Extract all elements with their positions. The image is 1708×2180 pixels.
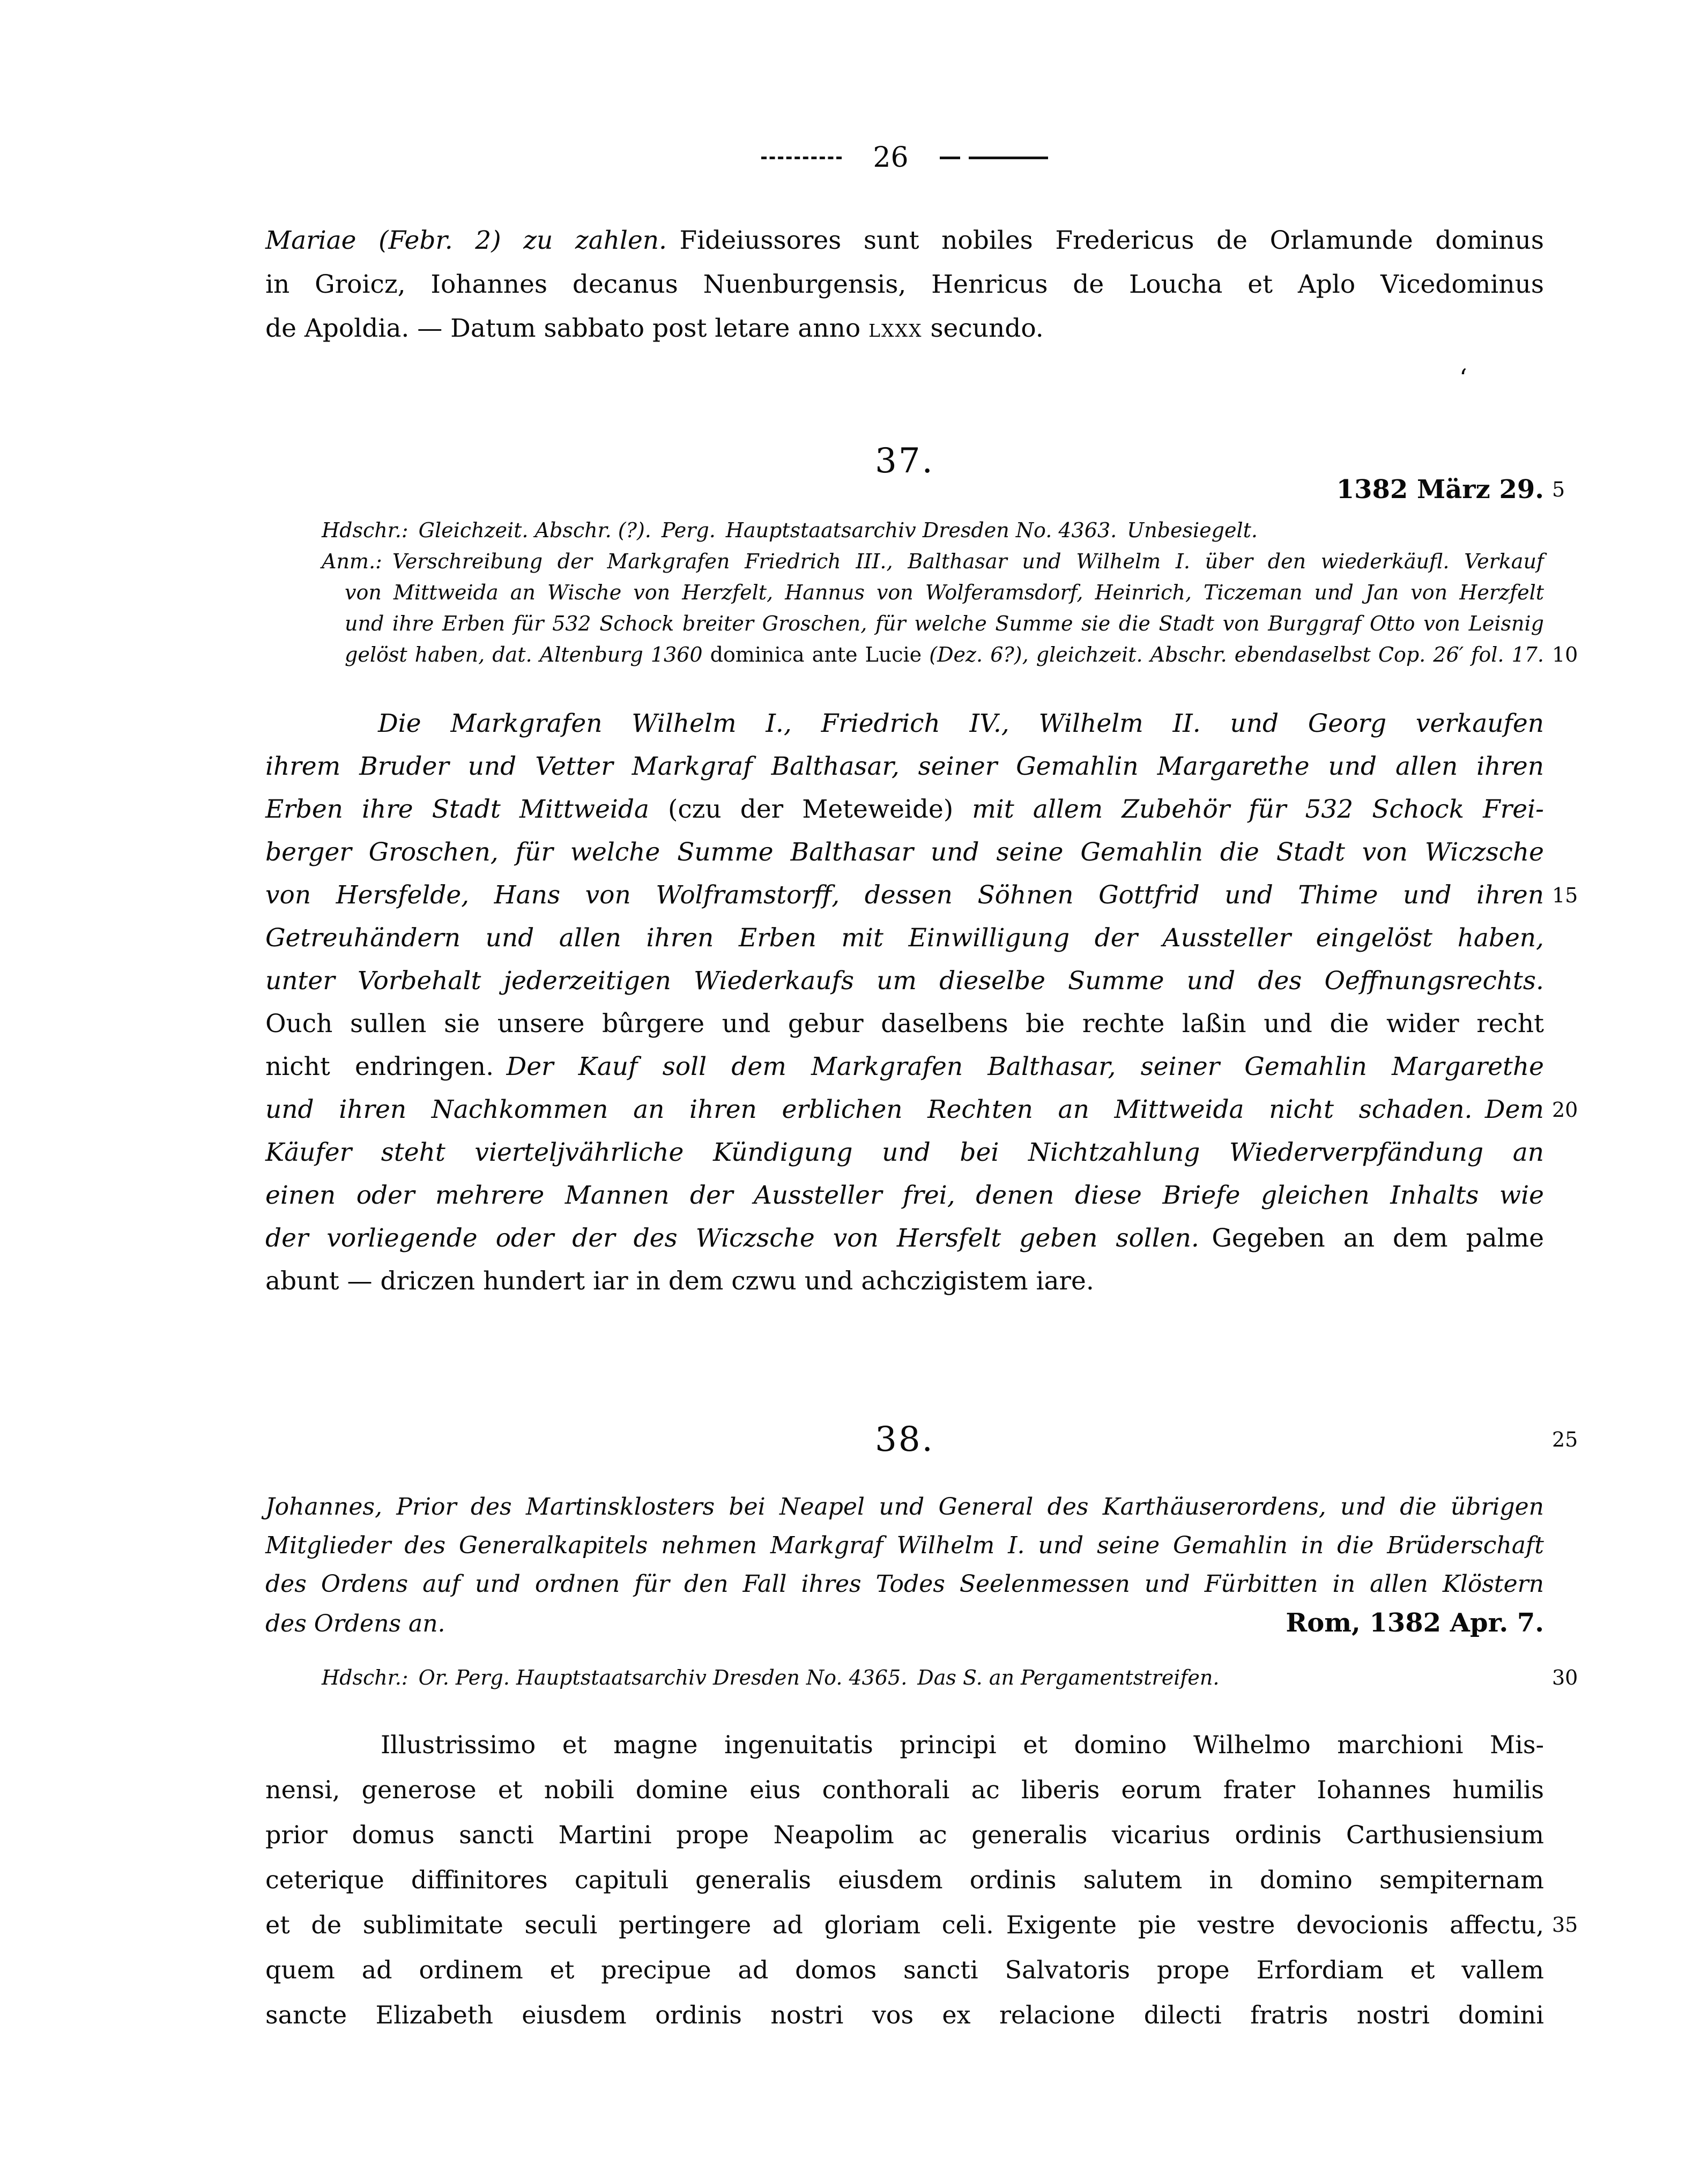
doc37-body-line-12 (265, 1174, 1544, 1217)
header-rule-left (761, 157, 842, 159)
doc38-place-date: Rom, 1382 Apr. 7. (1286, 1608, 1544, 1638)
text-run: von Mittweida an Wische von Herzfelt, Hannus von Wolferamsdorf, Heinrich, Ticzeman und Jan von Herzfelt (345, 581, 1544, 604)
text-run: Hdschr.: Gleichzeit. Abschr. (?). Perg. Hauptstaatsarchiv Dresden No. 4363. Unbesiegelt. (322, 518, 1258, 542)
doc37-anm-line-2 (265, 577, 1544, 608)
doc37-body-line-11 (265, 1131, 1544, 1174)
text-run: berger Groschen, für welche Summe Balthasar und seine Gemahlin die Stadt von Wiczsche (265, 837, 1544, 867)
doc38-apparatus (265, 1662, 1578, 1693)
doc37-hdschr-line (265, 515, 1544, 546)
text-run: Erben ihre Stadt Mittweida (265, 795, 668, 824)
page-header (265, 140, 1544, 175)
text-run: Getreuhändern und allen ihren Erben mit Einwilligung der Aussteller eingelöst haben, (265, 923, 1544, 953)
text-run: Hdschr.: Or. Perg. Hauptstaatsarchiv Dresden No. 4365. Das S. an Pergamentstreifen. (322, 1666, 1220, 1689)
roman-numeral: lxxx (868, 314, 923, 343)
doc37-body-line-4 (265, 831, 1544, 874)
text-run: Die Markgrafen Wilhelm I., Friedrich IV., Wilhelm II. und Georg verkaufen (378, 709, 1544, 738)
margin-line-number-10: 10 (1552, 643, 1578, 666)
doc38-body-line-7 (265, 1992, 1544, 2037)
text-run: des Ordens an. (265, 1610, 445, 1637)
text-run: quem ad ordinem et precipue ad domos sancti Salvatoris prope Erfordiam et vallem (265, 1955, 1544, 1984)
margin-line-number-15: 15 (1552, 884, 1578, 907)
doc37-body-line-6 (265, 917, 1544, 960)
text-run: gelöst haben, dat. Altenburg 1360 (345, 643, 710, 666)
doc37-dateline (265, 474, 1565, 505)
text-run: Mitglieder des Generalkapitels nehmen Markgraf Wilhelm I. und seine Gemahlin in die Brüderschaft (265, 1532, 1544, 1559)
doc37-anm-line-4 (265, 639, 1578, 670)
text-run: Illustrissimo et magne ingenuitatis principi et domino Wilhelmo marchioni Mis- (381, 1730, 1544, 1759)
doc38-hdschr-line (265, 1662, 1578, 1693)
margin-line-number-5: 5 (1552, 478, 1565, 501)
margin-line-number-20: 20 (1552, 1098, 1578, 1122)
doc37-body-line-13 (265, 1217, 1544, 1260)
doc38-body-line-5 (265, 1902, 1578, 1947)
text-run: (Dez. 6?), gleichzeit. Abschr. ebendaselbst Cop. 26′ fol. 17. (922, 643, 1544, 666)
header-rule (969, 157, 1048, 159)
continuation-line-1 (265, 219, 1544, 263)
doc38-number: 38. (875, 1420, 934, 1459)
text-run: einen oder mehrere Mannen der Aussteller frei, denen diese Briefe gleichen Inhalts wie (265, 1181, 1544, 1210)
text-run: in Groicz, Iohannes decanus Nuenburgensis, Henricus de Loucha et Aplo Vicedominus (265, 270, 1544, 299)
text-run: de Apoldia. — Datum sabbato post letare anno (265, 314, 869, 343)
text-run: nensi, generose et nobili domine eius conthorali ac liberis eorum frater Iohannes humilis (265, 1775, 1544, 1804)
doc38-body-line-2 (265, 1767, 1544, 1812)
doc37-number: 37. (875, 441, 934, 481)
doc37-body-line-7 (265, 960, 1544, 1003)
doc37-anm-line-3 (265, 608, 1544, 639)
page-number: 26 (873, 142, 909, 174)
text-run: ceterique diffinitores capituli generalis eiusdem ordinis salutem in domino sempiternam (265, 1865, 1544, 1894)
text-run: mit allem Zubehör für 532 Schock Frei- (953, 795, 1544, 824)
doc37-body-line-2 (265, 745, 1544, 788)
text-run: und ihre Erben für 532 Schock breiter Groschen, für welche Summe sie die Stadt von Burggraf Otto von Leisnig (345, 612, 1544, 635)
text-run: Anm.: Verschreibung der Markgrafen Friedrich III., Balthasar und Wilhelm I. über den wiederkäufl. Verkauf (322, 550, 1544, 573)
text-run: secundo. (922, 314, 1044, 343)
doc38-body-line-1 (265, 1722, 1544, 1767)
doc38-body-line-6 (265, 1947, 1544, 1992)
source-quotation: nicht endringen. (265, 1052, 507, 1081)
text-run: des Ordens auf und ordnen für den Fall ihres Todes Seelenmessen und Fürbitten in allen Klöstern (265, 1570, 1544, 1598)
doc37-body-line-8 (265, 1003, 1544, 1045)
doc38-summary (265, 1488, 1544, 1643)
doc38-summary-line-4 (265, 1604, 1544, 1643)
doc37-body-line-14 (265, 1260, 1544, 1303)
doc37-body (265, 702, 1578, 1303)
latin-phrase: dominica ante Lucie (710, 643, 922, 666)
continuation-line-3 (265, 307, 1544, 351)
text-run: sancte Elizabeth eiusdem ordinis nostri vos ex relacione dilecti fratris nostri domini (265, 2000, 1544, 2029)
doc37-body-line-9 (265, 1045, 1544, 1088)
text-run: Fideiussores sunt nobiles Fredericus de Orlamunde dominus (667, 226, 1544, 255)
source-quotation: abunt — driczen hundert iar in dem czwu und achczigistem iare. (265, 1266, 1094, 1296)
text-run: Johannes, Prior des Martinsklosters bei Neapel und General des Karthäuserordens, und die übrigen (265, 1493, 1544, 1521)
doc37-apparatus (265, 515, 1578, 670)
source-quotation: Gegeben an dem palme (1212, 1224, 1544, 1253)
text-run: der vorliegende oder der des Wiczsche von Hersfelt geben sollen. (265, 1224, 1212, 1253)
doc38-body-line-3 (265, 1812, 1544, 1857)
doc37-body-line-1 (265, 702, 1544, 745)
doc38-summary-line-1 (265, 1488, 1544, 1526)
doc38-body (265, 1722, 1578, 2037)
text-run: Der Kauf soll dem Markgrafen Balthasar, seiner Gemahlin Margarethe (506, 1052, 1544, 1081)
text-run: Mariae (Febr. 2) zu zahlen. (265, 226, 667, 255)
header-rule-right (940, 157, 1048, 159)
text-run: prior domus sancti Martini prope Neapolim ac generalis vicarius ordinis Carthusiensium (265, 1820, 1544, 1849)
margin-line-number-25: 25 (1552, 1428, 1578, 1451)
text-run: von Hersfelde, Hans von Wolframstorff, dessen Söhnen Gottfrid und Thime und ihren (265, 880, 1544, 910)
doc37-body-line-10 (265, 1088, 1578, 1131)
text-run: unter Vorbehalt jederzeitigen Wiederkaufs um dieselbe Summe und des Oeffnungsrechts. (265, 966, 1544, 996)
doc38-summary-line-2 (265, 1526, 1544, 1565)
text-run: und ihren Nachkommen an ihren erblichen Rechten an Mittweida nicht schaden. Dem (265, 1095, 1544, 1124)
margin-line-number-30: 30 (1552, 1666, 1578, 1689)
doc37-date: 1382 März 29. (1336, 474, 1544, 505)
text-run: ihrem Bruder und Vetter Markgraf Balthasar, seiner Gemahlin Margarethe und allen ihren (265, 752, 1544, 781)
doc38-heading (265, 1420, 1578, 1459)
doc37-body-line-5 (265, 874, 1578, 917)
doc37-anm-line-1 (265, 546, 1544, 577)
continuation-line-2 (265, 263, 1544, 307)
text-run: et de sublimitate seculi pertingere ad gloriam celi. Exigente pie vestre devocionis affectu, (265, 1910, 1544, 1939)
margin-line-number-35: 35 (1552, 1913, 1578, 1937)
doc37-body-line-3 (265, 788, 1544, 831)
continuation-paragraph (265, 219, 1544, 351)
doc38-body-line-4 (265, 1857, 1544, 1902)
doc38-summary-line-3 (265, 1565, 1544, 1604)
source-quotation: (czu der Meteweide) (668, 795, 954, 824)
source-quotation: Ouch sullen sie unsere bûrgere und gebur daselbens bie rechte laßin und die wider recht (265, 1009, 1544, 1039)
header-dash (940, 157, 960, 159)
ink-fleck: ‘ (1459, 364, 1467, 392)
text-run: Käufer steht vierteljvährliche Kündigung und bei Nichtzahlung Wiederverpfändung an (265, 1138, 1544, 1167)
